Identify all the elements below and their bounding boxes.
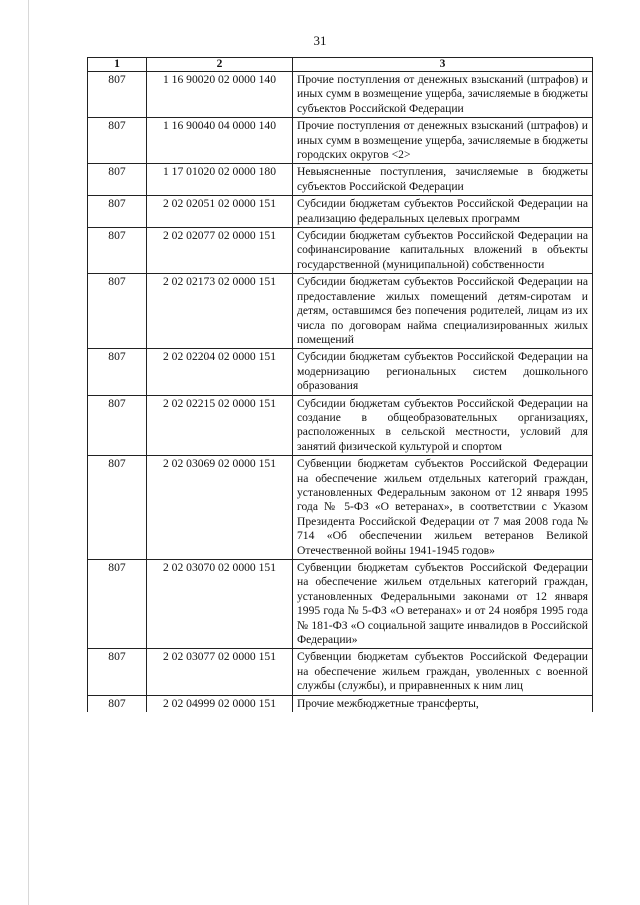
table-row bbox=[88, 349, 593, 395]
table-row bbox=[88, 228, 593, 274]
revenue-code-cell: 1 16 90020 02 0000 140 bbox=[147, 72, 293, 118]
description-cell: Субсидии бюджетам субъектов Российской Федерации на реализацию федеральных целевых программ bbox=[293, 196, 593, 228]
revenue-code-cell: 2 02 03070 02 0000 151 bbox=[147, 560, 293, 649]
page-number: 31 bbox=[313, 33, 327, 48]
table-row bbox=[88, 196, 593, 228]
revenue-code-cell: 2 02 04999 02 0000 151 bbox=[147, 695, 293, 712]
admin-code-cell: 807 bbox=[88, 560, 147, 649]
description-cell: Субвенции бюджетам субъектов Российской Федерации на обеспечение жильем граждан, уволенных с военной службы (службы), и приравненных к ним лиц bbox=[293, 649, 593, 695]
column-header-2: 2 bbox=[147, 58, 293, 72]
revenue-code-cell: 2 02 03077 02 0000 151 bbox=[147, 649, 293, 695]
revenue-code-cell: 2 02 02173 02 0000 151 bbox=[147, 274, 293, 349]
description-cell: Субсидии бюджетам субъектов Российской Федерации на модернизацию региональных систем дошкольного образования bbox=[293, 349, 593, 395]
column-header-3: 3 bbox=[293, 58, 593, 72]
admin-code-cell: 807 bbox=[88, 456, 147, 560]
admin-code-cell: 807 bbox=[88, 118, 147, 164]
description-cell: Субвенции бюджетам субъектов Российской Федерации на обеспечение жильем отдельных категорий граждан, установленных Федеральным законом от 12 января 1995 года № 5-ФЗ «О ветеранах», в соответствии с Указом Президента Российской Федерации от 7 мая 2008 года № 714 «Об обеспечении жильем ветеранов Великой Отечественной войны 1941-1945 годов» bbox=[293, 456, 593, 560]
description-cell: Прочие поступления от денежных взысканий (штрафов) и иных сумм в возмещение ущерба, зачисляемые в бюджеты субъектов Российской Федерации bbox=[293, 72, 593, 118]
admin-code-cell: 807 bbox=[88, 395, 147, 456]
table-row bbox=[88, 72, 593, 118]
admin-code-cell: 807 bbox=[88, 72, 147, 118]
description-cell: Невыясненные поступления, зачисляемые в бюджеты субъектов Российской Федерации bbox=[293, 164, 593, 196]
table-row bbox=[88, 164, 593, 196]
admin-code-cell: 807 bbox=[88, 196, 147, 228]
admin-code-cell: 807 bbox=[88, 649, 147, 695]
description-cell: Прочие поступления от денежных взысканий (штрафов) и иных сумм в возмещение ущерба, зачисляемые в бюджеты городских округов <2> bbox=[293, 118, 593, 164]
revenue-code-cell: 1 16 90040 04 0000 140 bbox=[147, 118, 293, 164]
revenue-code-cell: 2 02 02204 02 0000 151 bbox=[147, 349, 293, 395]
description-cell: Субсидии бюджетам субъектов Российской Федерации на софинансирование капитальных вложений в объекты государственной (муниципальной) собственности bbox=[293, 228, 593, 274]
revenue-code-cell: 2 02 02077 02 0000 151 bbox=[147, 228, 293, 274]
admin-code-cell: 807 bbox=[88, 274, 147, 349]
description-cell: Прочие межбюджетные трансферты, bbox=[293, 695, 593, 712]
table-row bbox=[88, 649, 593, 695]
revenue-code-cell: 2 02 02215 02 0000 151 bbox=[147, 395, 293, 456]
revenue-code-cell: 2 02 03069 02 0000 151 bbox=[147, 456, 293, 560]
scan-edge-line bbox=[28, 0, 29, 905]
table-row bbox=[88, 560, 593, 649]
revenue-codes-table bbox=[87, 57, 593, 712]
revenue-code-cell: 1 17 01020 02 0000 180 bbox=[147, 164, 293, 196]
table-header-row bbox=[88, 58, 593, 72]
admin-code-cell: 807 bbox=[88, 164, 147, 196]
description-cell: Субвенции бюджетам субъектов Российской Федерации на обеспечение жильем отдельных категорий граждан, установленных Федеральными законами от 12 января 1995 года № 5-ФЗ «О ветеранах» и от 24 ноября 1995 года № 181-ФЗ «О социальной защите инвалидов в Российской Федерации» bbox=[293, 560, 593, 649]
description-cell: Субсидии бюджетам субъектов Российской Федерации на создание в общеобразовательных организациях, расположенных в сельской местности, условий для занятий физической культурой и спортом bbox=[293, 395, 593, 456]
table-row bbox=[88, 118, 593, 164]
admin-code-cell: 807 bbox=[88, 349, 147, 395]
table-row bbox=[88, 274, 593, 349]
revenue-code-cell: 2 02 02051 02 0000 151 bbox=[147, 196, 293, 228]
admin-code-cell: 807 bbox=[88, 228, 147, 274]
column-header-1: 1 bbox=[88, 58, 147, 72]
table-row bbox=[88, 695, 593, 712]
table-row bbox=[88, 395, 593, 456]
admin-code-cell: 807 bbox=[88, 695, 147, 712]
table-row bbox=[88, 456, 593, 560]
description-cell: Субсидии бюджетам субъектов Российской Федерации на предоставление жилых помещений детям-сиротам и детям, оставшимся без попечения родителей, лицам из их числа по договорам найма специализированных жилых помещений bbox=[293, 274, 593, 349]
